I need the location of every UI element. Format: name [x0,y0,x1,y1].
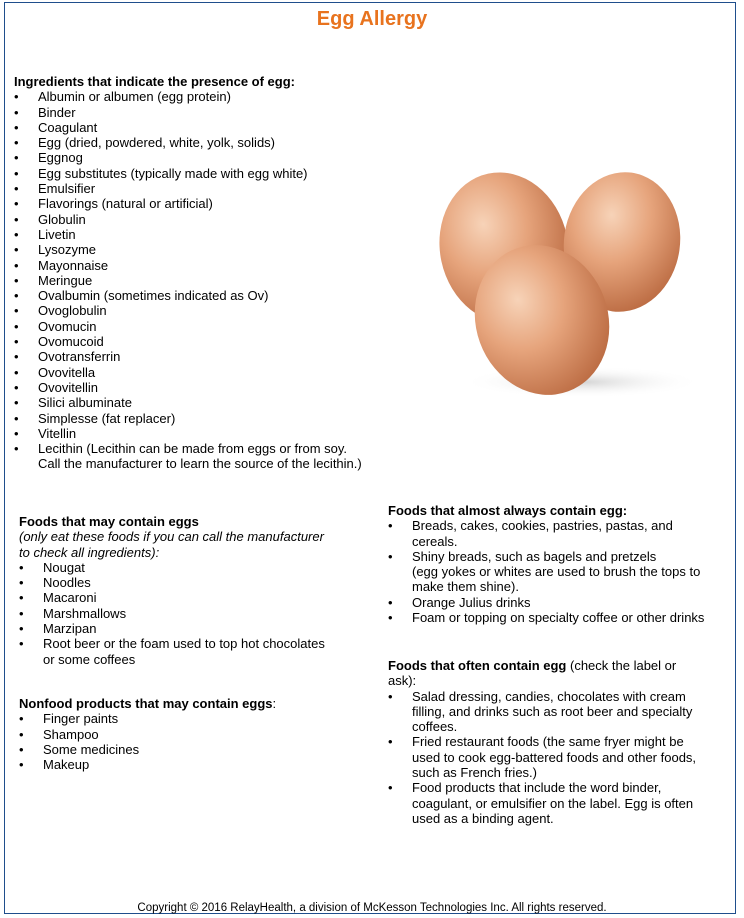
list-item: • Eggnog [14,150,414,165]
page-title: Egg Allergy [316,8,428,30]
list-item: • Makeup [19,757,369,772]
list-item: • Silici albuminate [14,395,414,410]
always-section [388,503,728,625]
list-item: • Albumin or albumen (egg protein) [14,89,414,104]
nonfood-section [19,696,369,772]
list-item: • Food products that include the word binder, coagulant, or emulsifier on the label. Egg is often used as a binding agent. [388,780,728,826]
list-item: • Foam or topping on specialty coffee or other drinks [388,610,728,625]
list-item: • Globulin [14,212,414,227]
list-item: • Simplesse (fat replacer) [14,411,414,426]
list-item: • Flavorings (natural or artificial) [14,196,414,211]
may-contain-section [19,514,369,667]
list-item: • Ovotransferrin [14,349,414,364]
may-contain-list [19,560,369,667]
list-item: • Shampoo [19,727,369,742]
list-item: • Ovalbumin (sometimes indicated as Ov) [14,288,414,303]
list-item-root-beer: • Root beer or the foam used to top hot chocolates or some coffees [19,636,369,667]
list-item: • Breads, cakes, cookies, pastries, pastas, and cereals. [388,518,728,549]
list-item: • Binder [14,105,414,120]
often-list [388,689,728,827]
list-item: • Egg (dried, powdered, white, yolk, solids) [14,135,414,150]
list-item: • Livetin [14,227,414,242]
nonfood-list [19,711,369,772]
may-contain-heading: Foods that may contain eggs [19,514,199,529]
list-item: • Ovomucin [14,319,414,334]
list-item: • Macaroni [19,590,369,605]
ingredients-heading: Ingredients that indicate the presence of egg: [14,74,295,89]
ingredients-section [14,74,414,472]
list-item-lecithin: • Lecithin (Lecithin can be made from eggs or from soy. Call the manufacturer to learn the source of the lecithin.) [14,441,414,472]
nonfood-heading: Nonfood products that may contain eggs [19,696,273,711]
ingredients-list [14,89,414,471]
list-item: • Marzipan [19,621,369,636]
always-heading: Foods that almost always contain egg: [388,503,628,518]
list-item: • Noodles [19,575,369,590]
may-contain-note-line2: to check all ingredients): [19,544,160,560]
often-heading: Foods that often contain egg [388,658,567,673]
list-item: • Ovomucoid [14,334,414,349]
list-item: • Emulsifier [14,181,414,196]
list-item: • Orange Julius drinks [388,595,728,610]
list-item: • Meringue [14,273,414,288]
list-item: • Ovovitellin [14,380,414,395]
nonfood-heading-colon: : [272,696,277,711]
often-section [388,658,728,826]
list-item: • Nougat [19,560,369,575]
list-item: • Some medicines [19,742,369,757]
list-item: • Ovovitella [14,365,414,380]
often-heading-line1 [388,658,728,673]
often-heading-line2: ask): [388,673,417,689]
eggs-photo [432,170,712,400]
list-item: • Coagulant [14,120,414,135]
list-item: • Shiny breads, such as bagels and pretzels (egg yokes or whites are used to brush the tops to make them shine). [388,549,728,595]
always-list [388,518,728,625]
often-heading-suffix: (check the label or [566,658,677,673]
list-item: • Mayonnaise [14,258,414,273]
list-item: • Finger paints [19,711,369,726]
list-item: • Lysozyme [14,242,414,257]
may-contain-note-line1: (only eat these foods if you can call the manufacturer [19,529,324,545]
list-item: • Egg substitutes (typically made with egg white) [14,166,414,181]
list-item: • Salad dressing, candies, chocolates with cream filling, and drinks such as root beer and specialty coffees. [388,689,728,735]
list-item: • Marshmallows [19,606,369,621]
nonfood-heading-row [19,696,369,711]
list-item: • Fried restaurant foods (the same fryer might be used to cook egg-battered foods and other foods, such as French fries.) [388,734,728,780]
list-item: • Vitellin [14,426,414,441]
copyright-footer: Copyright © 2016 RelayHealth, a division of McKesson Technologies Inc. All rights reserved. [137,902,607,914]
list-item: • Ovoglobulin [14,303,414,318]
